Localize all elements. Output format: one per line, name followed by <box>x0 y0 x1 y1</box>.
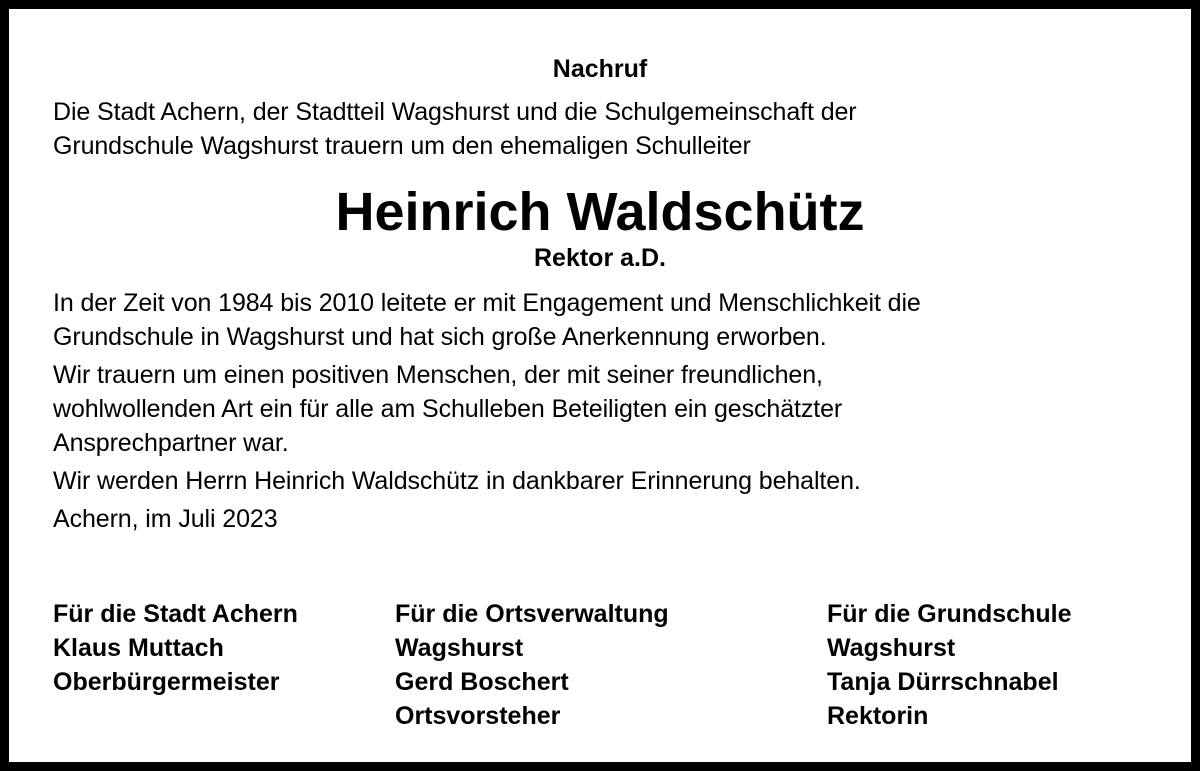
signature-line: Wagshurst <box>395 634 524 662</box>
signature-line: Ortsvorsteher <box>395 702 561 730</box>
signature-line: Für die Grundschule <box>827 600 1072 628</box>
intro-line: Grundschule Wagshurst trauern um den ehemaligen Schulleiter <box>53 132 751 160</box>
remembrance-paragraph: Wir werden Herrn Heinrich Waldschütz in dankbarer Erinnerung behalten. <box>53 467 861 495</box>
deceased-name: Heinrich Waldschütz <box>335 182 865 242</box>
notice-body <box>53 53 1163 536</box>
signature-line: Tanja Dürrschnabel <box>827 668 1059 696</box>
deceased-title: Rektor a.D. <box>534 244 666 272</box>
tribute-paragraph <box>53 358 1163 460</box>
tenure-paragraph <box>53 286 1163 354</box>
signature-city <box>53 597 298 699</box>
place-date: Achern, im Juli 2023 <box>53 505 278 533</box>
signature-line: Klaus Muttach <box>53 634 224 662</box>
paragraph-line: wohlwollenden Art ein für alle am Schulleben Beteiligten ein geschätzter <box>53 395 843 423</box>
intro-line: Die Stadt Achern, der Stadtteil Wagshurst und die Schulgemeinschaft der <box>53 98 857 126</box>
paragraph-line: Ansprechpartner war. <box>53 429 289 457</box>
notice-heading: Nachruf <box>552 55 648 83</box>
paragraph-line: Wir trauern um einen positiven Menschen, der mit seiner freundlichen, <box>53 361 823 389</box>
signature-line: Für die Ortsverwaltung <box>395 600 669 628</box>
signature-local-administration <box>395 597 669 733</box>
signature-line: Gerd Boschert <box>395 668 569 696</box>
signature-line: Für die Stadt Achern <box>53 600 298 628</box>
signature-school <box>827 597 1071 733</box>
signature-line: Wagshurst <box>827 634 956 662</box>
signature-line: Rektorin <box>827 702 929 730</box>
signature-block <box>53 597 1163 737</box>
intro-paragraph <box>53 95 1163 163</box>
paragraph-line: Grundschule in Wagshurst und hat sich große Anerkennung erworben. <box>53 323 827 351</box>
paragraph-line: In der Zeit von 1984 bis 2010 leitete er mit Engagement und Menschlichkeit die <box>53 289 921 317</box>
signature-line: Oberbürgermeister <box>53 668 280 696</box>
